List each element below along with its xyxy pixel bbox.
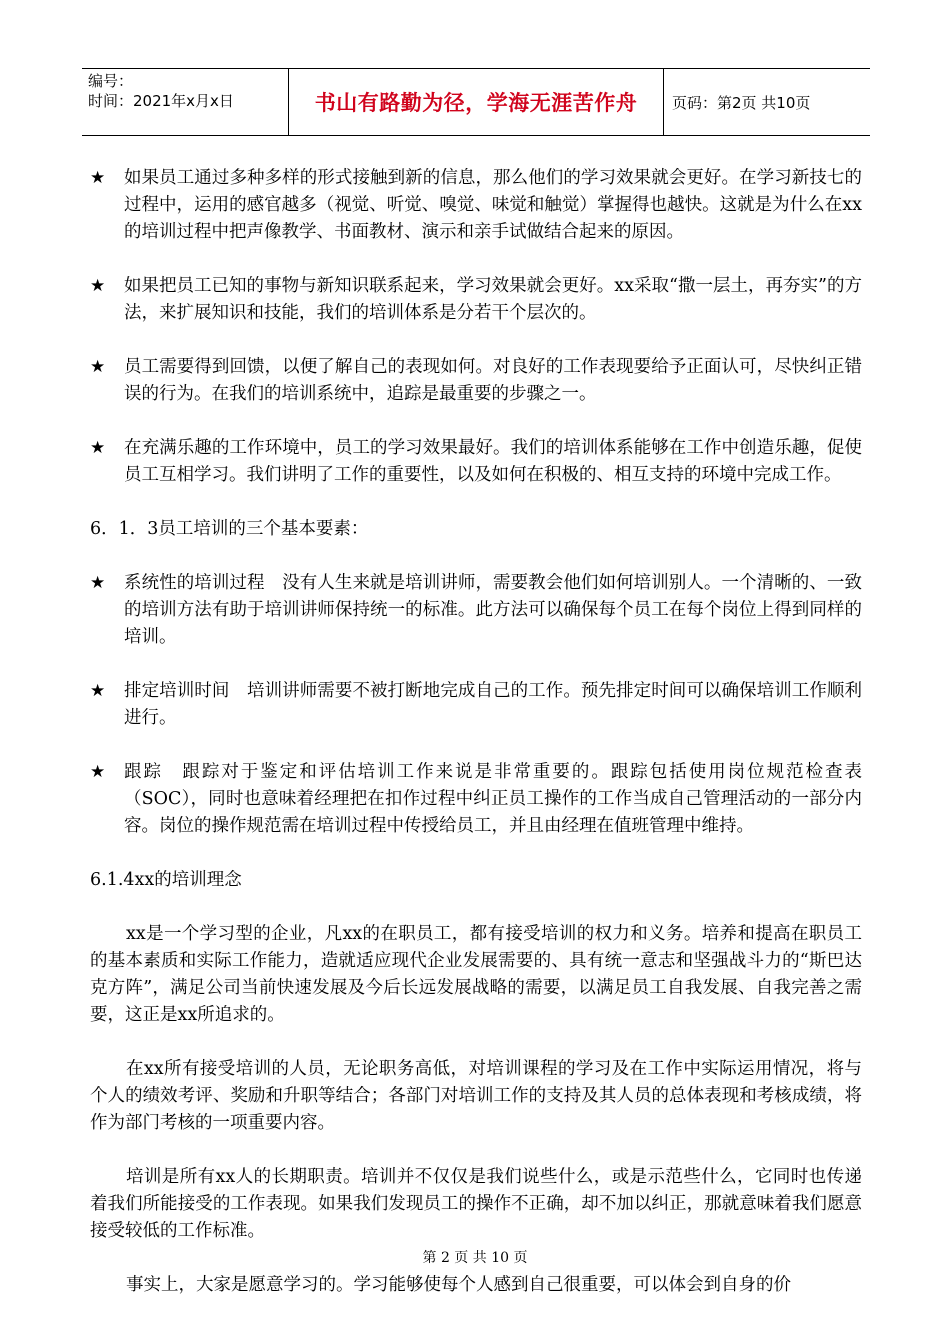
bullet-text: 跟踪 跟踪对于鉴定和评估培训工作来说是非常重要的。跟踪包括使用岗位规范检查表（SOC），同时也意味着经理把在扣作过程中纠正员工操作的工作当成自己管理活动的一部分内容。岗位的操作规范需在培训过程中传授给员工，并且由经理在值班管理中维持。	[124, 762, 862, 836]
bullet-item	[90, 570, 862, 651]
header-page-info: 页码：第2页 共10页	[664, 69, 871, 136]
bullet-item	[90, 759, 862, 840]
section-heading: 6.1.4xx的培训理念	[90, 870, 242, 890]
header-motto-cell	[289, 69, 664, 136]
bullet-text: 如果员工通过多种多样的形式接触到新的信息，那么他们的学习效果就会更好。在学习新技七的过程中，运用的感官越多（视觉、听觉、嗅觉、味觉和触觉）掌握得也越快。这就是为什么在xx的培训过程中把声像教学、书面教材、演示和亲手试做结合起来的原因。	[124, 168, 862, 242]
document-body	[90, 165, 862, 1326]
star-icon: ★	[90, 438, 106, 458]
header-motto: 书山有路勤为径，学海无涯苦作舟	[314, 91, 638, 115]
bullet-item	[90, 678, 862, 732]
star-icon: ★	[90, 168, 106, 188]
bullet-item	[90, 165, 862, 246]
bullet-item	[90, 435, 862, 489]
bullet-item	[90, 354, 862, 408]
body-paragraph: 事实上，大家是愿意学习的。学习能够使每个人感到自己很重要，可以体会到自身的价	[126, 1275, 791, 1295]
body-paragraph: 培训是所有xx人的长期职责。培训并不仅仅是我们说些什么，或是示范些什么，它同时也传递着我们所能接受的工作表现。如果我们发现员工的操作不正确，却不加以纠正，那就意味着我们愿意接受较低的工作标准。	[90, 1167, 862, 1241]
bullet-text: 如果把员工已知的事物与新知识联系起来，学习效果就会更好。xx采取“撒一层土，再夯实”的方法，来扩展知识和技能，我们的培训体系是分若干个层次的。	[124, 276, 862, 323]
header-meta	[82, 69, 289, 136]
star-icon: ★	[90, 573, 106, 593]
bullet-item	[90, 273, 862, 327]
bullet-text: 在充满乐趣的工作环境中，员工的学习效果最好。我们的培训体系能够在工作中创造乐趣，促使员工互相学习。我们讲明了工作的重要性，以及如何在积极的、相互支持的环境中完成工作。	[124, 438, 862, 485]
document-number-label: 编号：	[88, 72, 134, 90]
document-date: 时间：2021年x月x日	[88, 92, 234, 110]
star-icon: ★	[90, 762, 106, 782]
star-icon: ★	[90, 357, 106, 377]
body-paragraph: 在xx所有接受培训的人员，无论职务高低，对培训课程的学习及在工作中实际运用情况，将与个人的绩效考评、奖励和升职等结合；各部门对培训工作的支持及其人员的总体表现和考核成绩，将作为部门考核的一项重要内容。	[90, 1059, 862, 1133]
page-header	[82, 68, 870, 136]
section-heading: 6．1．3员工培训的三个基本要素：	[90, 519, 369, 539]
bullet-text: 员工需要得到回馈，以便了解自己的表现如何。对良好的工作表现要给予正面认可，尽快纠正错误的行为。在我们的培训系统中，追踪是最重要的步骤之一。	[124, 357, 862, 404]
star-icon: ★	[90, 276, 106, 296]
page-footer: 第 2 页 共 10 页	[422, 1250, 528, 1266]
star-icon: ★	[90, 681, 106, 701]
bullet-text: 排定培训时间 培训讲师需要不被打断地完成自己的工作。预先排定时间可以确保培训工作顺利进行。	[124, 681, 862, 728]
body-paragraph: xx是一个学习型的企业，凡xx的在职员工，都有接受培训的权力和义务。培养和提高在职员工的基本素质和实际工作能力，造就适应现代企业发展需要的、具有统一意志和坚强战斗力的“斯巴达克方阵”，满足公司当前快速发展及今后长远发展战略的需要，以满足员工自我发展、自我完善之需要，这正是xx所追求的。	[90, 924, 862, 1025]
bullet-text: 系统性的培训过程 没有人生来就是培训讲师，需要教会他们如何培训别人。一个清晰的、一致的培训方法有助于培训讲师保持统一的标准。此方法可以确保每个员工在每个岗位上得到同样的培训。	[124, 573, 862, 647]
